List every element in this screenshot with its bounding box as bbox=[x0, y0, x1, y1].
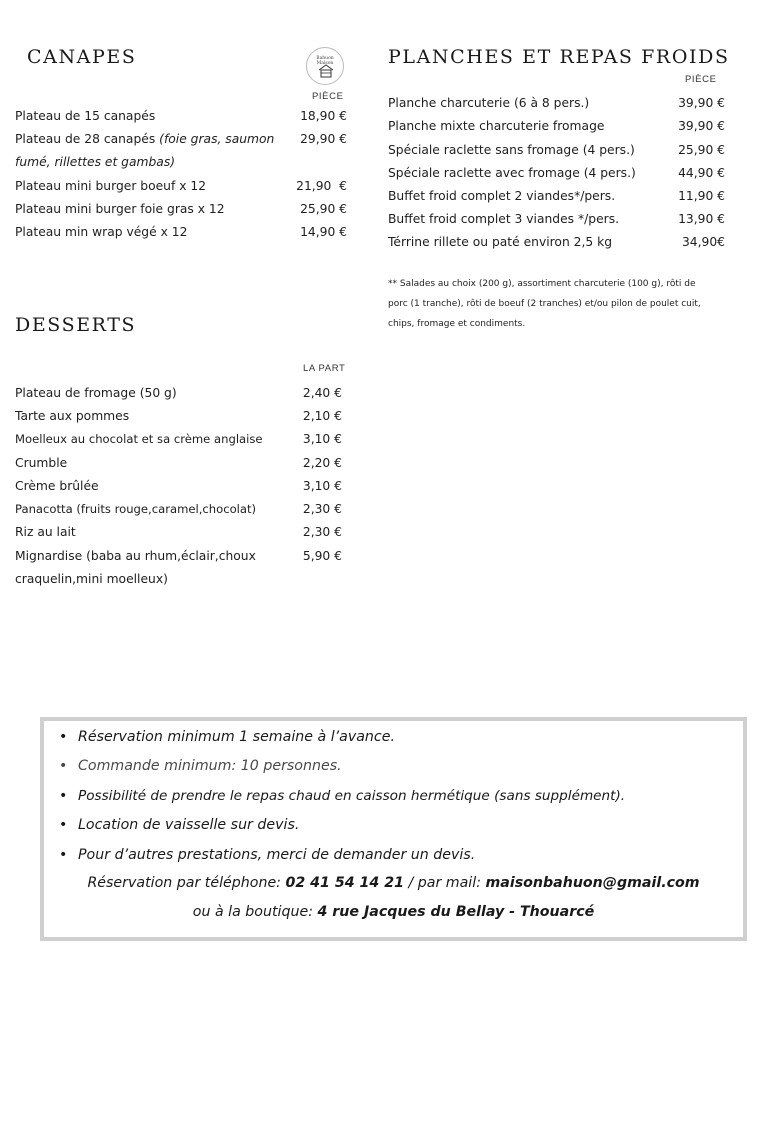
item-price: 11,90 € bbox=[678, 189, 725, 203]
item-label: Plateau min wrap végé x 12 bbox=[15, 225, 188, 239]
bullet-icon: • bbox=[59, 817, 68, 834]
item-price: 3,10 € bbox=[302, 479, 342, 493]
info-item bbox=[59, 841, 728, 870]
item-label: Buffet froid complet 3 viandes */pers. bbox=[388, 212, 620, 226]
phone-number[interactable]: 02 41 54 14 21 bbox=[285, 875, 404, 891]
item-label: Crème brûlée bbox=[15, 479, 99, 493]
bullet-icon: • bbox=[59, 787, 68, 804]
item-label-main: Plateau de 28 canapés bbox=[15, 132, 160, 146]
planches-item bbox=[388, 139, 725, 163]
item-label-detail: (foie gras, saumon fumé, rillettes et gambas) bbox=[15, 132, 275, 170]
dessert-item bbox=[15, 452, 342, 476]
item-price: 2,10 € bbox=[302, 409, 342, 423]
item-label: Spéciale raclette sans fromage (4 pers.) bbox=[388, 143, 635, 157]
email-link[interactable]: maisonbahuon@gmail.com bbox=[485, 875, 700, 891]
info-item-text: Commande minimum: 10 personnes. bbox=[78, 758, 342, 775]
bullet-icon: • bbox=[59, 729, 68, 745]
info-list bbox=[59, 723, 728, 870]
info-item bbox=[59, 752, 728, 781]
item-label: Planche charcuterie (6 à 8 pers.) bbox=[388, 96, 590, 110]
item-label: Planche mixte charcuterie fromage bbox=[388, 119, 605, 133]
canapes-column-header: PIÈCE bbox=[312, 91, 344, 102]
dessert-item bbox=[15, 521, 342, 545]
planches-column-header: PIÈCE bbox=[685, 74, 717, 85]
item-label: Moelleux au chocolat et sa crème anglaise bbox=[15, 432, 263, 446]
item-price: 25,90 € bbox=[300, 202, 347, 216]
dessert-item bbox=[15, 475, 342, 499]
item-label: Mignardise (baba au rhum,éclair,choux craquelin,mini moelleux) bbox=[15, 549, 256, 587]
phone-prefix: Réservation par téléphone: bbox=[87, 875, 286, 891]
logo-text: Bahuon Maison bbox=[316, 56, 334, 66]
info-item-text: Pour d’autres prestations, merci de demander un devis. bbox=[78, 846, 476, 863]
item-price: 3,10 € bbox=[302, 432, 342, 446]
item-price: 13,90 € bbox=[678, 212, 725, 226]
canapes-item bbox=[15, 221, 347, 245]
item-price: 2,20 € bbox=[302, 456, 342, 470]
planches-item bbox=[388, 185, 725, 209]
item-price: 2,30 € bbox=[302, 525, 342, 539]
item-label: Spéciale raclette avec fromage (4 pers.) bbox=[388, 166, 636, 180]
info-item-text: Possibilité de prendre le repas chaud en caisson hermétique (sans supplément). bbox=[78, 787, 626, 804]
info-item bbox=[59, 811, 728, 840]
planches-item bbox=[388, 115, 725, 139]
bullet-icon: • bbox=[59, 758, 68, 775]
contact-line bbox=[44, 869, 743, 898]
item-label: Plateau de fromage (50 g) bbox=[15, 386, 177, 400]
item-price: 34,90€ bbox=[681, 235, 725, 249]
item-price: 39,90 € bbox=[678, 96, 725, 110]
item-label: Riz au lait bbox=[15, 525, 76, 539]
desserts-heading: DESSERTS bbox=[15, 314, 137, 336]
dessert-item bbox=[15, 405, 342, 429]
canapes-item bbox=[15, 175, 347, 199]
dessert-item bbox=[15, 545, 342, 592]
shop-prefix: ou à la boutique: bbox=[192, 904, 318, 920]
item-label bbox=[15, 128, 280, 175]
item-label: Térrine rillete ou paté environ 2,5 kg bbox=[388, 235, 613, 249]
shop-logo bbox=[306, 47, 344, 85]
planches-footnote: ** Salades au choix (200 g), assortiment charcuterie (100 g), rôti de porc (1 tranche), rôti de boeuf (2 tranches) et/ou pilon de poulet cuit, chips, fromage et condiments. bbox=[388, 279, 701, 329]
canapes-item bbox=[15, 128, 347, 175]
item-price: 18,90 € bbox=[300, 109, 347, 123]
item-label: Tarte aux pommes bbox=[15, 409, 130, 423]
bullet-icon: • bbox=[59, 846, 68, 863]
info-item-text: Réservation minimum 1 semaine à l’avance. bbox=[78, 729, 395, 745]
item-price: 14,90 € bbox=[300, 225, 347, 239]
planches-item bbox=[388, 231, 725, 255]
planches-item bbox=[388, 162, 725, 186]
item-label: Plateau de 15 canapés bbox=[15, 109, 156, 123]
canapes-item bbox=[15, 105, 347, 129]
item-label: Panacotta (fruits rouge,caramel,chocolat) bbox=[15, 502, 257, 516]
item-price: 2,40 € bbox=[302, 386, 342, 400]
planches-item bbox=[388, 92, 725, 116]
planches-heading: PLANCHES ET REPAS FROIDS bbox=[388, 46, 730, 68]
dessert-item bbox=[15, 382, 342, 406]
item-price: 44,90 € bbox=[678, 166, 725, 180]
item-label: Plateau mini burger boeuf x 12 bbox=[15, 179, 207, 193]
address-line bbox=[44, 898, 743, 927]
item-price: 2,30 € bbox=[302, 502, 342, 516]
dessert-item bbox=[15, 428, 342, 452]
desserts-column-header: LA PART bbox=[303, 363, 346, 374]
item-label: Plateau mini burger foie gras x 12 bbox=[15, 202, 225, 216]
item-price: 29,90 € bbox=[300, 132, 347, 146]
item-price: 21,90 € bbox=[296, 179, 347, 193]
dessert-item bbox=[15, 498, 342, 522]
info-item-text: Location de vaisselle sur devis. bbox=[78, 817, 300, 834]
item-price: 39,90 € bbox=[678, 119, 725, 133]
planches-item bbox=[388, 208, 725, 232]
canapes-heading: CANAPES bbox=[27, 46, 137, 68]
info-item bbox=[59, 723, 728, 752]
canapes-item bbox=[15, 198, 347, 222]
item-price: 25,90 € bbox=[678, 143, 725, 157]
house-logo-icon bbox=[318, 64, 334, 78]
item-label: Buffet froid complet 2 viandes*/pers. bbox=[388, 189, 616, 203]
info-item bbox=[59, 782, 728, 811]
info-box bbox=[40, 717, 747, 941]
mail-prefix: / par mail: bbox=[403, 875, 486, 891]
item-label: Crumble bbox=[15, 456, 68, 470]
shop-address: 4 rue Jacques du Bellay - Thouarcé bbox=[317, 904, 595, 920]
item-price: 5,90 € bbox=[302, 549, 342, 563]
